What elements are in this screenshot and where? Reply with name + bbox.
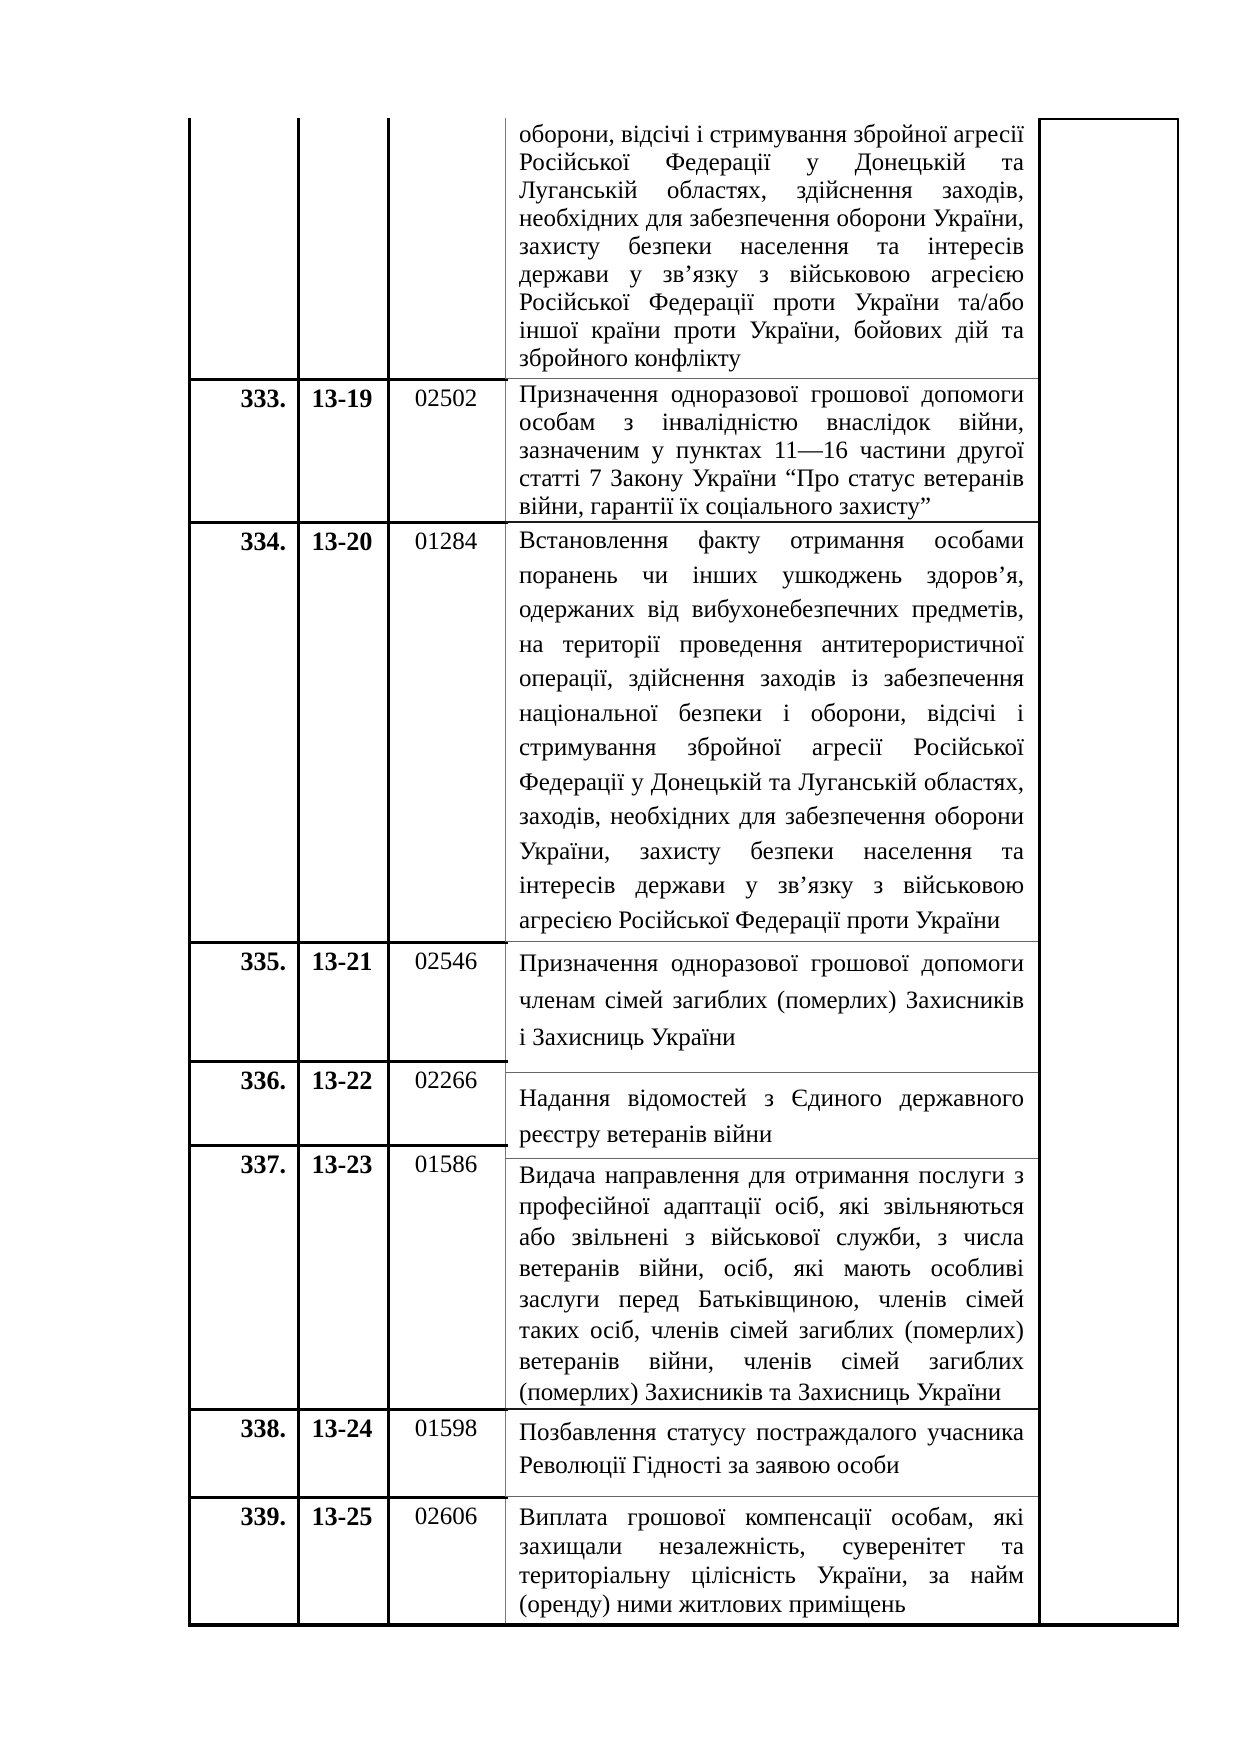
index-code-cell: 13-22 xyxy=(311,1066,373,1095)
description-cell: Позбавлення статусу постраждалого учасника Революції Гідності за заявою особи xyxy=(519,1419,1024,1479)
service-code-cell: 02266 xyxy=(414,1067,478,1094)
description-cell: Встановлення факту отримання особами поранень чи інших ушкоджень здоров’я, одержаних від вибухонебезпечних предметів, на території проведення антитерористичної операції, здійснення заходів із забезпечення національної безпеки і оборони, відсічі і стримування збройної агресії Російської Федерації у Донецькій та Луганській областях, заходів, необхідних для забезпечення оборони України, захисту безпеки населення та інтересів держави у зв’язку з військовою агресією Російської Федерації проти України xyxy=(519,527,1024,934)
table-gridline xyxy=(188,378,508,381)
index-code-cell: 13-19 xyxy=(311,384,373,413)
table-gridline xyxy=(188,1623,1179,1627)
index-code-cell: 13-25 xyxy=(311,1502,373,1531)
table-gridline xyxy=(1038,118,1041,1623)
index-code-cell: 13-20 xyxy=(311,527,373,556)
index-code-cell: 13-23 xyxy=(311,1150,373,1179)
service-code-cell: 02546 xyxy=(414,948,478,975)
table-gridline xyxy=(188,118,191,1623)
service-code-cell: 01284 xyxy=(414,528,478,555)
index-code-cell: 13-21 xyxy=(311,947,373,976)
table-gridline xyxy=(505,378,1038,379)
table-gridline xyxy=(188,521,508,524)
description-cell: Призначення одноразової грошової допомоги особам з інвалідністю внаслідок війни, зазначеним у пунктах 11—16 частини другої статті 7 Закону України “Про статус ветеранів війни, гарантії їх соціального захисту” xyxy=(519,381,1024,520)
table-gridline xyxy=(505,1158,1038,1159)
row-number-cell: 334. xyxy=(240,527,286,556)
description-cell: Виплата грошової компенсації особам, які захищали незалежність, суверенітет та територіальну цілісність України, за найм (оренду) ними житлових приміщень xyxy=(519,1504,1024,1618)
index-code-cell: 13-24 xyxy=(311,1414,373,1443)
service-code-cell: 01598 xyxy=(414,1415,478,1442)
service-code-cell: 02606 xyxy=(414,1503,478,1530)
table-gridline xyxy=(505,1408,1038,1410)
table-gridline xyxy=(1038,118,1179,120)
table-gridline xyxy=(387,118,390,1623)
service-code-cell: 01586 xyxy=(414,1151,478,1178)
table-gridline xyxy=(1177,118,1179,1623)
table-gridline xyxy=(188,941,508,944)
row-number-cell: 335. xyxy=(240,947,286,976)
table-gridline xyxy=(297,118,300,1623)
table-gridline xyxy=(188,1144,508,1147)
row-number-cell: 336. xyxy=(240,1066,286,1095)
description-cell: Видача направлення для отримання послуги з професійної адаптації осіб, які звільняються або звільнені з військової служби, з числа ветеранів війни, осіб, які мають особливі заслуги перед Батьківщиною, членів сімей таких осіб, членів сімей загиблих (померлих) ветеранів війни, членів сімей загиблих (померлих) Захисників та Захисниць України xyxy=(519,1162,1024,1406)
table-gridline xyxy=(505,1072,1038,1073)
description-cell: Надання відомостей з Єдиного державного реєстру ветеранів війни xyxy=(519,1085,1024,1148)
row-number-cell: 333. xyxy=(240,384,286,413)
description-cell: оборони, відсічі і стримування збройної агресії Російської Федерації у Донецькій та Луганській областях, здійснення заходів, необхідних для забезпечення оборони України, захисту безпеки населення та інтересів держави у зв’язку з військовою агресією Російської Федерації проти України та/або іншої країни проти України, бойових дій та збройного конфлікту xyxy=(519,121,1024,372)
table-gridline xyxy=(505,941,1038,942)
table-gridline xyxy=(505,118,506,1623)
service-code-cell: 02502 xyxy=(414,385,478,412)
row-number-cell: 338. xyxy=(240,1414,286,1443)
table-gridline xyxy=(188,1496,508,1499)
table-gridline xyxy=(188,1408,508,1411)
description-cell: Призначення одноразової грошової допомоги членам сімей загиблих (померлих) Захисників і Захисниць України xyxy=(519,950,1024,1051)
table-gridline xyxy=(188,1060,508,1063)
row-number-cell: 339. xyxy=(240,1502,286,1531)
row-number-cell: 337. xyxy=(240,1150,286,1179)
table-gridline xyxy=(505,521,1038,523)
table-gridline xyxy=(505,1496,1038,1497)
